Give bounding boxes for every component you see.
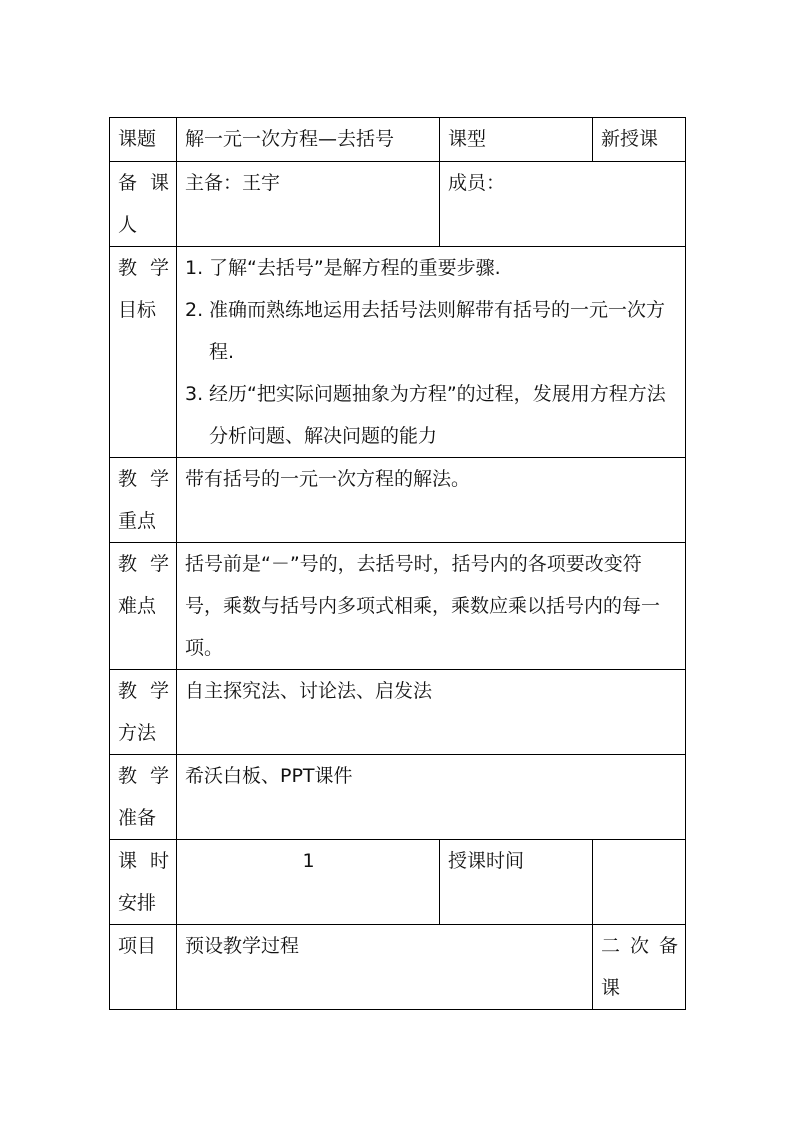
difficulty-label: 教 学 难点 (110, 543, 177, 670)
topic-value: 解一元一次方程—去括号 (177, 118, 440, 162)
preparation-label: 教 学 准备 (110, 755, 177, 840)
lesson-type-value: 新授课 (593, 118, 686, 162)
schedule-row (110, 840, 686, 925)
method-content: 自主探究法、讨论法、启发法 (177, 670, 686, 755)
members-field: 成员： (440, 162, 686, 247)
key-point-content: 带有括号的一元一次方程的解法。 (177, 458, 686, 543)
goals-label: 教 学 目标 (110, 247, 177, 458)
goal-item: 3. 经历“把实际问题抽象为方程”的过程，发展用方程方法分析问题、解决问题的能力 (185, 383, 666, 447)
preparation-content: 希沃白板、PPT课件 (177, 755, 686, 840)
class-hours-value: 1 (177, 840, 440, 925)
preparer-label: 备 课 人 (110, 162, 177, 247)
difficulty-row (110, 543, 686, 670)
key-point-row (110, 458, 686, 543)
difficulty-content: 括号前是“－”号的，去括号时，括号内的各项要改变符号，乘数与括号内多项式相乘，乘数应乘以括号内的每一项。 (177, 543, 686, 670)
goal-item: 1. 了解“去括号”是解方程的重要步骤. (185, 257, 501, 279)
schedule-label: 课 时 安排 (110, 840, 177, 925)
teaching-time-value (593, 840, 686, 925)
lesson-plan-table (109, 117, 686, 1010)
project-label: 项目 (110, 925, 177, 1010)
goals-content (177, 247, 686, 458)
goal-item: 2. 准确而熟练地运用去括号法则解带有括号的一元一次方程. (185, 299, 666, 363)
goals-row (110, 247, 686, 458)
method-label: 教 学 方法 (110, 670, 177, 755)
key-point-label: 教 学 重点 (110, 458, 177, 543)
method-row (110, 670, 686, 755)
preparation-row (110, 755, 686, 840)
second-preparation-label: 二 次 备 课 (593, 925, 686, 1010)
topic-label: 课题 (110, 118, 177, 162)
main-preparer: 主备：王宇 (177, 162, 440, 247)
preparer-row (110, 162, 686, 247)
project-content: 预设教学过程 (177, 925, 593, 1010)
lesson-type-label: 课型 (440, 118, 593, 162)
teaching-time-label: 授课时间 (440, 840, 593, 925)
topic-row (110, 118, 686, 162)
project-row (110, 925, 686, 1010)
